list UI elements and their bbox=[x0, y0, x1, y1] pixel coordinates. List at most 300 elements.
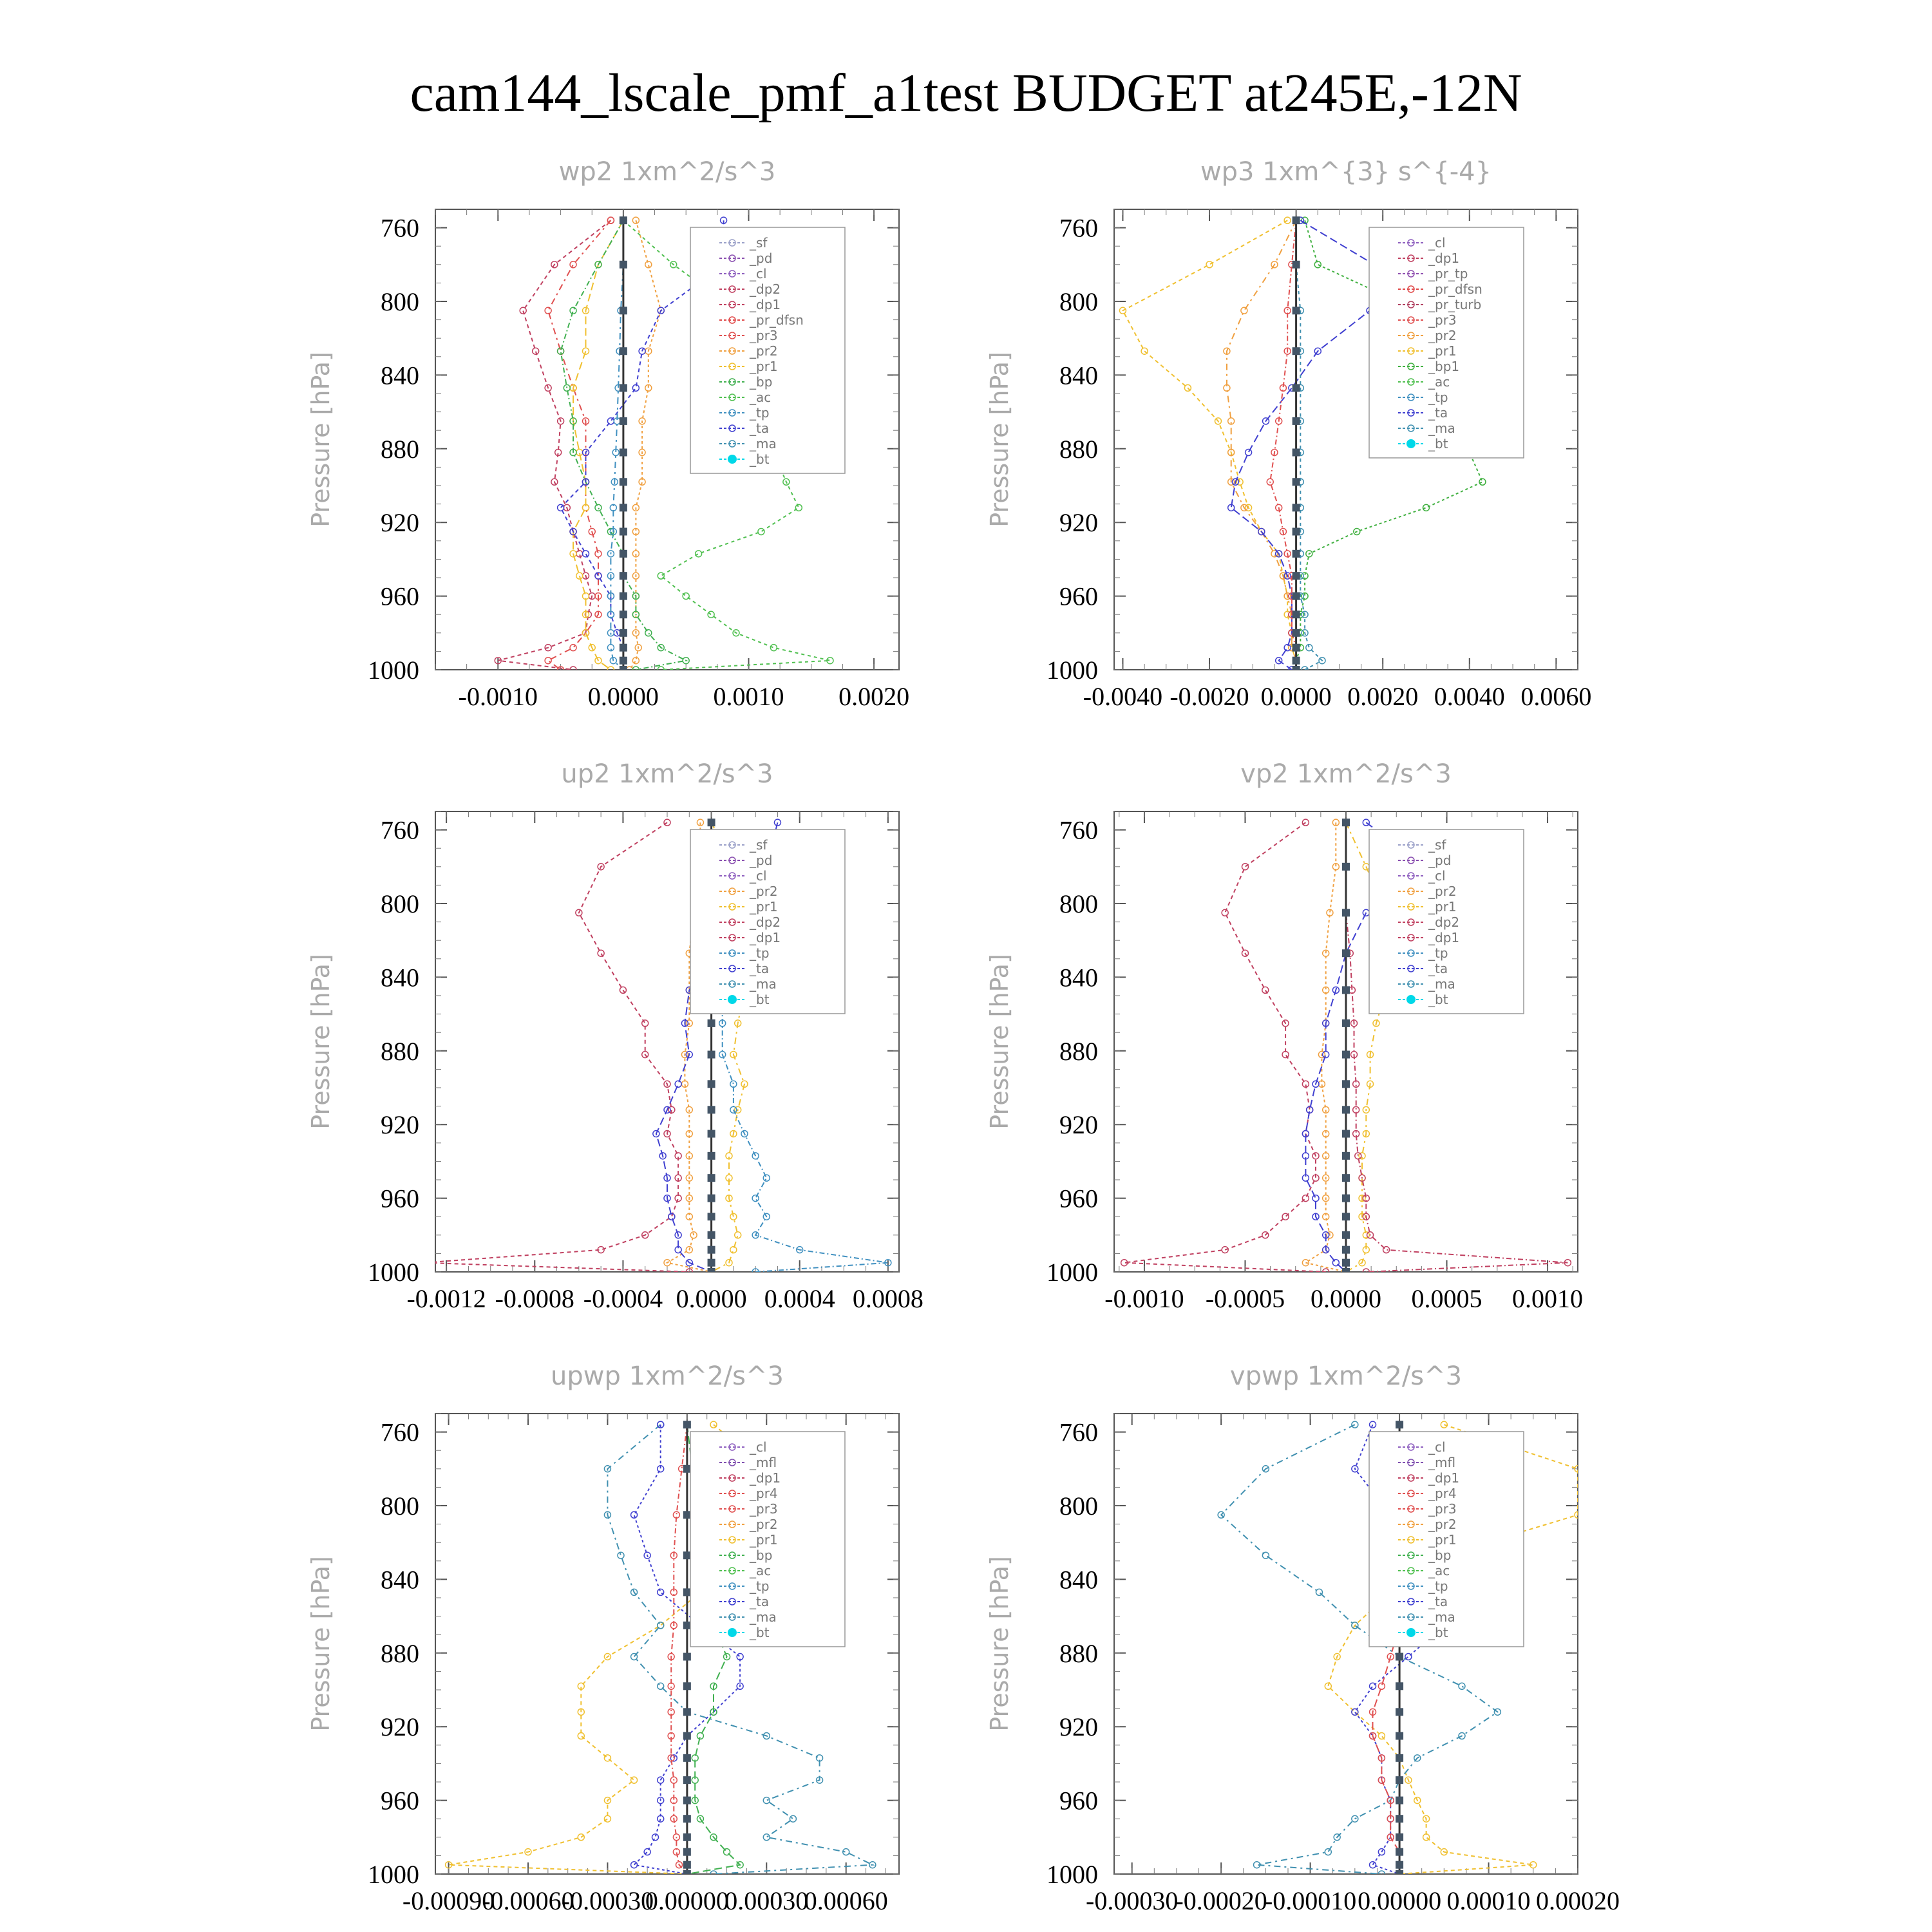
data-point bbox=[675, 1081, 681, 1087]
data-point bbox=[1342, 863, 1350, 871]
legend-label: _pr3 bbox=[750, 1501, 778, 1517]
x-tick-label: -0.0008 bbox=[495, 1284, 574, 1313]
y-tick-label: 880 bbox=[1059, 1638, 1098, 1668]
series-line bbox=[1227, 220, 1296, 670]
data-point bbox=[1342, 1259, 1350, 1267]
y-tick-label: 800 bbox=[1059, 287, 1098, 316]
y-tick-label: 840 bbox=[1059, 963, 1098, 992]
x-tick-label: 0.0000 bbox=[676, 1284, 747, 1313]
y-axis-label: Pressure [hPa] bbox=[985, 1556, 1014, 1732]
data-point bbox=[683, 1511, 691, 1519]
y-tick-label: 800 bbox=[381, 1492, 419, 1520]
series-line bbox=[548, 220, 611, 670]
x-tick-label: 0.0000 bbox=[587, 682, 659, 711]
data-point bbox=[1293, 644, 1300, 652]
data-point bbox=[620, 478, 627, 486]
data-point bbox=[1282, 1052, 1289, 1058]
data-point bbox=[1342, 1051, 1350, 1059]
x-tick-label: -0.00020 bbox=[1175, 1886, 1267, 1915]
panel-title: vp2 1xm^2/s^3 bbox=[1240, 759, 1452, 789]
data-point bbox=[770, 645, 777, 651]
x-tick-label: -0.00030 bbox=[1086, 1886, 1179, 1915]
data-point bbox=[1423, 504, 1429, 511]
data-point bbox=[604, 1815, 611, 1822]
data-point bbox=[658, 1683, 664, 1689]
data-point bbox=[1423, 1834, 1430, 1841]
x-tick-label: -0.0010 bbox=[1104, 1284, 1184, 1313]
legend-label: _pr2 bbox=[1428, 328, 1457, 343]
legend-label: _sf bbox=[1428, 837, 1446, 853]
data-point bbox=[583, 348, 589, 354]
data-point bbox=[683, 1848, 691, 1856]
data-point bbox=[631, 1777, 638, 1783]
data-point bbox=[1383, 1247, 1390, 1253]
y-tick-label: 880 bbox=[381, 1638, 419, 1668]
x-tick-label: 0.0040 bbox=[1434, 682, 1505, 711]
data-point bbox=[620, 417, 627, 425]
data-point bbox=[752, 1195, 759, 1202]
data-point bbox=[1302, 819, 1309, 826]
data-point bbox=[620, 644, 627, 652]
legend-label: _sf bbox=[750, 837, 768, 853]
y-tick-label: 760 bbox=[381, 1417, 419, 1447]
data-point bbox=[683, 1653, 691, 1661]
data-point bbox=[790, 1815, 796, 1822]
data-point bbox=[642, 1020, 649, 1027]
y-axis-label: Pressure [hPa] bbox=[985, 352, 1014, 527]
legend-label: _pr3 bbox=[750, 328, 778, 343]
data-point bbox=[730, 1081, 737, 1087]
panel-title: upwp 1xm^2/s^3 bbox=[551, 1361, 784, 1391]
y-tick-label: 840 bbox=[381, 361, 419, 390]
data-point bbox=[763, 1175, 770, 1181]
y-tick-label: 760 bbox=[1059, 213, 1098, 243]
legend-label: _ta bbox=[1428, 1594, 1448, 1609]
data-point bbox=[1342, 1174, 1350, 1182]
data-point bbox=[1342, 1130, 1350, 1138]
chart-panel bbox=[985, 1361, 1620, 1915]
legend-label: _dp1 bbox=[1428, 251, 1460, 266]
data-point bbox=[1293, 572, 1300, 580]
legend-label: _pr4 bbox=[1428, 1486, 1457, 1501]
y-axis-label: Pressure [hPa] bbox=[985, 954, 1014, 1130]
data-point bbox=[1325, 1683, 1331, 1689]
series-line bbox=[424, 822, 689, 1272]
x-tick-label: 0.0020 bbox=[1347, 682, 1419, 711]
data-point bbox=[708, 819, 715, 826]
y-tick-label: 960 bbox=[381, 1786, 419, 1815]
legend-label: _ta bbox=[750, 961, 770, 976]
data-point bbox=[620, 216, 627, 224]
legend-label: _ta bbox=[1428, 405, 1448, 421]
series-line bbox=[573, 220, 623, 670]
legend-marker bbox=[728, 995, 737, 1004]
data-point bbox=[1312, 1195, 1319, 1202]
legend-label: _bt bbox=[750, 451, 770, 467]
data-point bbox=[1293, 657, 1300, 665]
legend-label: _pr_dfsn bbox=[750, 312, 804, 328]
legend-marker bbox=[728, 455, 737, 464]
x-tick-label: 0.0010 bbox=[713, 682, 784, 711]
data-point bbox=[1293, 384, 1300, 392]
data-point bbox=[758, 529, 764, 535]
legend-label: _ac bbox=[1428, 374, 1450, 390]
legend-label: _dp1 bbox=[750, 1470, 781, 1486]
data-point bbox=[708, 1213, 715, 1220]
data-point bbox=[583, 551, 589, 557]
y-tick-label: 880 bbox=[1059, 434, 1098, 464]
legend-label: _ac bbox=[1428, 1563, 1450, 1578]
y-tick-label: 920 bbox=[1059, 1110, 1098, 1140]
data-point bbox=[683, 1622, 691, 1629]
legend-label: _ma bbox=[1428, 976, 1455, 992]
legend-label: _pr3 bbox=[1428, 1501, 1457, 1517]
data-point bbox=[1378, 1683, 1385, 1689]
legend-label: _tp bbox=[1428, 1578, 1448, 1594]
y-tick-label: 760 bbox=[381, 213, 419, 243]
legend-label: _pr_turb bbox=[1428, 297, 1482, 312]
legend-label: _pr_dfsn bbox=[1428, 281, 1482, 297]
legend-label: _dp2 bbox=[1428, 914, 1460, 930]
chart-panel bbox=[307, 759, 923, 1313]
legend-label: _pr1 bbox=[750, 1532, 778, 1548]
legend-label: _ta bbox=[1428, 961, 1448, 976]
data-point bbox=[421, 1260, 428, 1266]
y-tick-label: 1000 bbox=[368, 1258, 419, 1287]
data-point bbox=[1293, 550, 1300, 558]
data-point bbox=[1293, 666, 1300, 674]
data-point bbox=[1396, 1870, 1403, 1878]
legend-label: _mfl bbox=[750, 1455, 777, 1470]
y-axis-label: Pressure [hPa] bbox=[307, 954, 335, 1130]
data-point bbox=[664, 819, 670, 826]
legend-label: _ac bbox=[750, 1563, 772, 1578]
y-tick-label: 840 bbox=[381, 1565, 419, 1595]
data-point bbox=[1370, 1683, 1376, 1689]
data-point bbox=[607, 418, 614, 424]
legend-label: _dp2 bbox=[750, 281, 781, 297]
x-tick-label: -0.0004 bbox=[583, 1284, 663, 1313]
legend-label: _pr3 bbox=[1428, 312, 1457, 328]
legend-label: _pr4 bbox=[750, 1486, 778, 1501]
data-point bbox=[683, 1754, 691, 1762]
data-point bbox=[683, 593, 689, 600]
data-point bbox=[658, 1589, 664, 1595]
y-tick-label: 1000 bbox=[1046, 656, 1098, 685]
x-tick-label: -0.00030 bbox=[561, 1886, 654, 1915]
legend-label: _mfl bbox=[1428, 1455, 1456, 1470]
panels bbox=[307, 157, 1620, 1915]
series-line bbox=[630, 220, 661, 670]
legend-label: _pr2 bbox=[750, 1517, 778, 1532]
panel-title: wp3 1xm^{3} s^{-4} bbox=[1200, 157, 1492, 187]
data-point bbox=[1342, 909, 1350, 916]
y-tick-label: 760 bbox=[1059, 815, 1098, 845]
data-point bbox=[1293, 417, 1300, 425]
x-tick-label: 0.0010 bbox=[1512, 1284, 1584, 1313]
data-point bbox=[520, 307, 526, 314]
legend-label: _pr2 bbox=[750, 343, 778, 359]
data-point bbox=[1314, 261, 1321, 268]
data-point bbox=[683, 1815, 691, 1823]
legend-label: _dp1 bbox=[750, 930, 781, 945]
data-point bbox=[1396, 1708, 1403, 1716]
data-point bbox=[1396, 1815, 1403, 1823]
data-point bbox=[1293, 216, 1300, 224]
legend-marker bbox=[1406, 1628, 1416, 1637]
data-point bbox=[708, 1051, 715, 1059]
y-tick-label: 800 bbox=[381, 287, 419, 316]
data-point bbox=[1293, 449, 1300, 457]
x-tick-label: 0.00020 bbox=[1536, 1886, 1620, 1915]
y-axis-label: Pressure [hPa] bbox=[307, 1556, 335, 1732]
y-tick-label: 1000 bbox=[368, 1860, 419, 1889]
data-point bbox=[708, 1130, 715, 1138]
data-point bbox=[598, 950, 604, 956]
legend-label: _pr2 bbox=[1428, 1517, 1457, 1532]
legend-label: _tp bbox=[750, 405, 770, 421]
data-point bbox=[1396, 1848, 1403, 1856]
data-point bbox=[1293, 629, 1300, 637]
legend-label: _cl bbox=[750, 266, 767, 281]
legend-label: _pd bbox=[750, 251, 773, 266]
data-point bbox=[683, 1465, 691, 1473]
legend-label: _bp1 bbox=[1428, 359, 1460, 374]
legend-label: _ta bbox=[750, 421, 770, 436]
data-point bbox=[620, 666, 627, 674]
data-point bbox=[708, 1174, 715, 1182]
data-point bbox=[1396, 1732, 1403, 1740]
data-point bbox=[1370, 1421, 1376, 1428]
legend-label: _pr1 bbox=[1428, 899, 1457, 914]
series-line bbox=[498, 220, 611, 670]
y-tick-label: 760 bbox=[381, 815, 419, 845]
figure-title: cam144_lscale_pmf_a1test BUDGET at245E,-12N bbox=[410, 63, 1522, 123]
data-point bbox=[631, 1862, 638, 1868]
data-point bbox=[1293, 347, 1300, 355]
data-point bbox=[645, 630, 652, 636]
data-point bbox=[1206, 261, 1213, 268]
x-tick-label: 0.0000 bbox=[1260, 682, 1332, 711]
data-point bbox=[1262, 987, 1269, 993]
data-point bbox=[1342, 1246, 1350, 1254]
legend-label: _tp bbox=[1428, 390, 1448, 405]
data-point bbox=[1245, 450, 1252, 456]
data-point bbox=[795, 504, 802, 511]
y-axis-label: Pressure [hPa] bbox=[307, 352, 335, 527]
legend-label: _dp1 bbox=[1428, 930, 1460, 945]
data-point bbox=[730, 1247, 737, 1253]
legend-label: _tp bbox=[1428, 945, 1448, 961]
legend-label: _pr_tp bbox=[1428, 266, 1468, 281]
x-tick-label: 0.00000 bbox=[1358, 1886, 1442, 1915]
y-tick-label: 840 bbox=[1059, 1565, 1098, 1595]
data-point bbox=[620, 657, 627, 665]
y-tick-label: 920 bbox=[1059, 508, 1098, 538]
data-point bbox=[1396, 1421, 1403, 1428]
data-point bbox=[1242, 864, 1248, 870]
data-point bbox=[708, 1106, 715, 1113]
data-point bbox=[1302, 1195, 1309, 1202]
x-tick-label: 0.00010 bbox=[1446, 1886, 1531, 1915]
data-point bbox=[683, 1551, 691, 1559]
data-point bbox=[545, 658, 551, 664]
legend-marker bbox=[1406, 995, 1416, 1004]
data-point bbox=[604, 1755, 611, 1761]
y-tick-label: 920 bbox=[381, 508, 419, 538]
legend-label: _ta bbox=[750, 1594, 770, 1609]
legend-label: _pr1 bbox=[750, 359, 778, 374]
data-point bbox=[1459, 1683, 1465, 1689]
data-point bbox=[631, 1654, 638, 1660]
data-point bbox=[683, 1421, 691, 1428]
data-point bbox=[1316, 1589, 1322, 1595]
data-point bbox=[1293, 504, 1300, 511]
series-line bbox=[1231, 220, 1374, 670]
data-point bbox=[683, 1708, 691, 1716]
y-tick-label: 840 bbox=[1059, 361, 1098, 390]
data-point bbox=[658, 573, 664, 579]
data-point bbox=[570, 261, 576, 268]
data-point bbox=[1342, 1231, 1350, 1239]
series-line bbox=[1270, 220, 1296, 670]
data-point bbox=[1342, 986, 1350, 994]
x-tick-label: -0.0040 bbox=[1083, 682, 1163, 711]
panel-title: up2 1xm^2/s^3 bbox=[561, 759, 773, 789]
data-point bbox=[735, 1232, 741, 1238]
y-tick-label: 960 bbox=[381, 582, 419, 611]
data-point bbox=[1441, 1421, 1447, 1428]
data-point bbox=[1479, 478, 1486, 485]
y-tick-label: 960 bbox=[1059, 1184, 1098, 1213]
chart-panel bbox=[985, 759, 1583, 1313]
data-point bbox=[1405, 1654, 1412, 1660]
legend-label: _bt bbox=[1428, 436, 1448, 451]
data-point bbox=[1342, 1195, 1350, 1202]
data-point bbox=[1262, 1552, 1269, 1558]
y-tick-label: 1000 bbox=[368, 656, 419, 685]
data-point bbox=[564, 384, 570, 391]
data-point bbox=[620, 550, 627, 558]
legend-label: _cl bbox=[750, 1439, 767, 1455]
data-point bbox=[683, 1870, 691, 1878]
legend-label: _bt bbox=[750, 1625, 770, 1640]
y-tick-label: 880 bbox=[381, 434, 419, 464]
data-point bbox=[708, 1019, 715, 1027]
y-tick-label: 880 bbox=[381, 1036, 419, 1066]
data-point bbox=[708, 1195, 715, 1202]
y-tick-label: 840 bbox=[381, 963, 419, 992]
data-point bbox=[683, 1797, 691, 1804]
legend-label: _ac bbox=[750, 390, 772, 405]
x-tick-label: 0.0008 bbox=[852, 1284, 923, 1313]
data-point bbox=[620, 572, 627, 580]
data-point bbox=[1293, 611, 1300, 618]
data-point bbox=[724, 1849, 730, 1855]
legend-label: _pd bbox=[750, 853, 773, 868]
legend-label: _ma bbox=[1428, 1609, 1455, 1625]
data-point bbox=[1396, 1754, 1403, 1762]
y-tick-label: 960 bbox=[1059, 582, 1098, 611]
legend-label: _pd bbox=[1428, 853, 1452, 868]
legend-marker bbox=[1406, 439, 1416, 448]
x-tick-label: 0.0020 bbox=[838, 682, 910, 711]
data-point bbox=[683, 1833, 691, 1841]
data-point bbox=[1352, 1421, 1358, 1428]
legend-label: _ma bbox=[750, 1609, 777, 1625]
data-point bbox=[1378, 1733, 1385, 1739]
y-tick-label: 1000 bbox=[1046, 1860, 1098, 1889]
data-point bbox=[708, 611, 714, 618]
data-point bbox=[763, 1834, 770, 1841]
data-point bbox=[1241, 307, 1247, 314]
data-point bbox=[1396, 1833, 1403, 1841]
x-tick-label: -0.0020 bbox=[1170, 682, 1249, 711]
data-point bbox=[620, 592, 627, 600]
data-point bbox=[545, 307, 551, 314]
y-tick-label: 800 bbox=[381, 889, 419, 918]
data-point bbox=[1141, 348, 1148, 354]
data-point bbox=[708, 1246, 715, 1254]
series-line bbox=[1296, 220, 1322, 670]
data-point bbox=[558, 504, 564, 511]
data-point bbox=[1352, 1709, 1358, 1715]
chart-panel bbox=[307, 157, 909, 711]
data-point bbox=[533, 348, 539, 354]
x-tick-label: -0.0012 bbox=[406, 1284, 486, 1313]
y-tick-label: 960 bbox=[381, 1184, 419, 1213]
data-point bbox=[1282, 1213, 1289, 1220]
x-tick-label: -0.00090 bbox=[402, 1886, 495, 1915]
data-point bbox=[683, 1776, 691, 1784]
data-point bbox=[1284, 645, 1291, 651]
data-point bbox=[578, 1733, 584, 1739]
y-tick-label: 920 bbox=[1059, 1712, 1098, 1742]
legend-label: _bp bbox=[750, 1548, 773, 1563]
x-tick-label: -0.0005 bbox=[1205, 1284, 1285, 1313]
data-point bbox=[683, 1732, 691, 1740]
data-point bbox=[1396, 1682, 1403, 1690]
data-point bbox=[1342, 1019, 1350, 1027]
data-point bbox=[620, 261, 627, 269]
x-tick-label: 0.0060 bbox=[1520, 682, 1592, 711]
data-point bbox=[1332, 1260, 1339, 1266]
legend-label: _dp1 bbox=[750, 297, 781, 312]
x-tick-label: 0.0000 bbox=[1311, 1284, 1381, 1313]
data-point bbox=[1396, 1861, 1403, 1869]
data-point bbox=[1363, 819, 1369, 826]
legend-label: _tp bbox=[750, 1578, 770, 1594]
data-point bbox=[618, 1552, 624, 1558]
legend-label: _sf bbox=[750, 235, 768, 251]
data-point bbox=[708, 1152, 715, 1160]
x-tick-label: -0.00060 bbox=[482, 1886, 574, 1915]
data-point bbox=[1325, 1849, 1331, 1855]
data-point bbox=[708, 1080, 715, 1088]
data-point bbox=[683, 1682, 691, 1690]
legend-label: _ma bbox=[1428, 421, 1455, 436]
legend-label: _bt bbox=[1428, 1625, 1448, 1640]
legend-marker bbox=[728, 1628, 737, 1637]
legend-label: _pr1 bbox=[1428, 343, 1457, 359]
legend-label: _cl bbox=[1428, 868, 1446, 884]
legend-label: _pr2 bbox=[750, 884, 778, 899]
data-point bbox=[1293, 261, 1300, 269]
data-point bbox=[683, 1588, 691, 1596]
legend-label: _pr2 bbox=[1428, 884, 1457, 899]
legend-label: _bt bbox=[1428, 992, 1448, 1007]
x-tick-label: 0.00030 bbox=[724, 1886, 809, 1915]
